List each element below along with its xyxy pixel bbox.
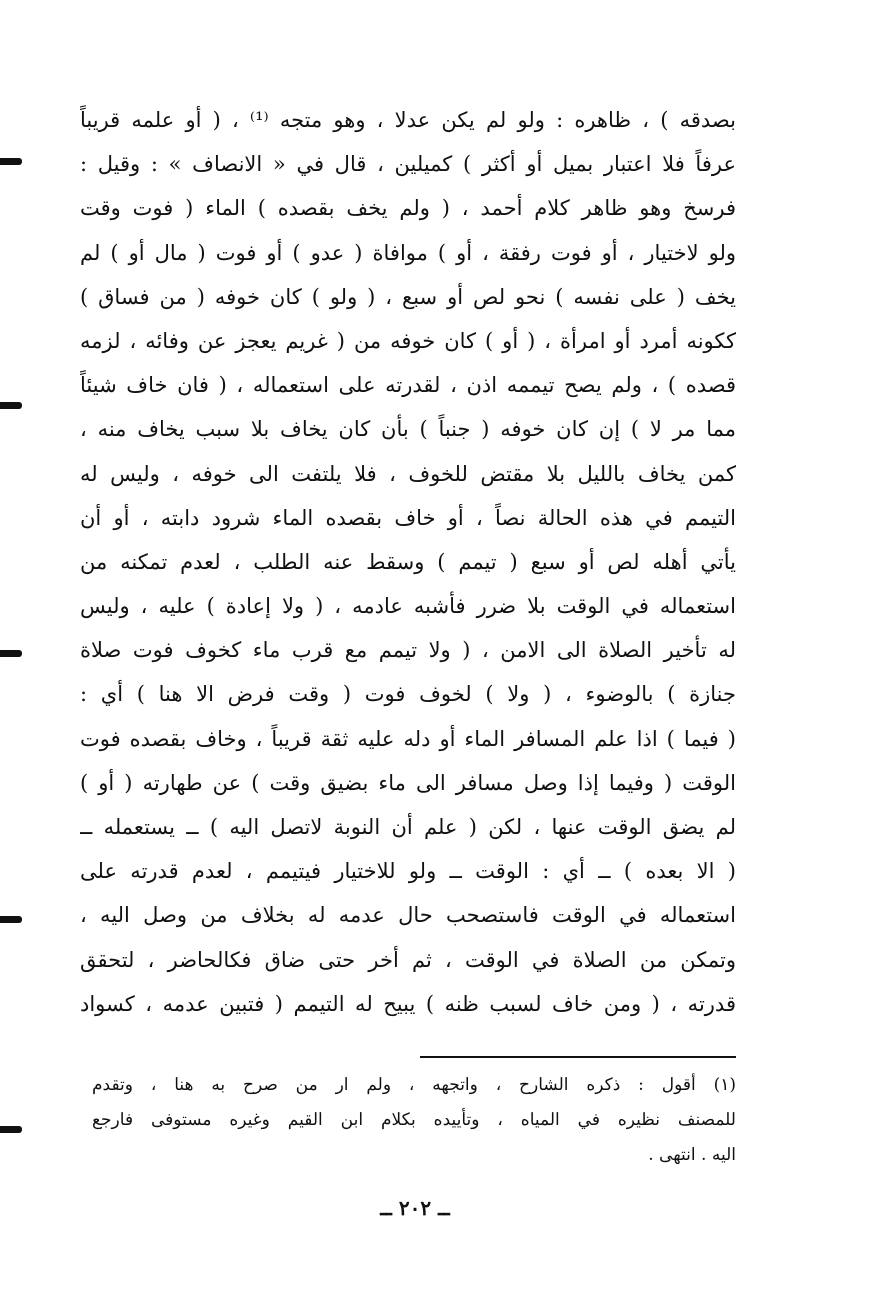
footnote-separator <box>420 1056 736 1058</box>
footnote-line: للمصنف نظيره في المياه ، وتأييده بكلام ابن القيم وغيره مستوفى فارجع <box>92 1110 736 1130</box>
text-line: له تأخير الصلاة الى الامن ، ( ولا تيمم مع قرب ماء كخوف فوت صلاة <box>80 638 736 663</box>
text-line: ككونه أمرد أو امرأة ، ( أو ) كان خوفه من ( غريم يعجز عن وفائه ، لزمه <box>80 328 736 353</box>
text-line: استعماله في الوقت بلا ضرر فأشبه عادمه ، ( ولا إعادة ) عليه ، وليس <box>80 594 736 619</box>
text-line: التيمم في هذه الحالة نصاً ، أو خاف بقصده الماء شرود دابته ، أو أن <box>80 505 736 530</box>
main-text-block <box>80 98 736 1026</box>
text-line: بصدقه ) ، ظاهره : ولو لم يكن عدلا ، وهو متجه ⁽¹⁾ ، ( أو علمه قريباً <box>80 108 736 132</box>
text-line: استعماله في الوقت فاستصحب حال عدمه له بخلاف من وصل اليه ، <box>80 903 736 928</box>
text-line: قصده ) ، ولم يصح تيممه اذن ، لقدرته على استعماله ، ( فان خاف شيئاً <box>80 373 736 398</box>
margin-tab-mark <box>0 916 22 923</box>
text-line: ( الا بعده ) ــ أي : الوقت ــ ولو للاختيار فيتيمم ، لعدم قدرته على <box>80 859 736 884</box>
page-number: ــ ٢٠٢ ــ <box>380 1196 450 1220</box>
margin-tab-mark <box>0 402 22 409</box>
margin-tab-mark <box>0 650 22 657</box>
text-line: فرسخ وهو ظاهر كلام أحمد ، ( ولم يخف بقصده ) الماء ( فوت وقت <box>80 196 736 221</box>
text-line: ( فيما ) اذا علم المسافر الماء أو دله عليه ثقة قريباً ، وخاف بقصده فوت <box>80 726 736 751</box>
text-line: جنازة ) بالوضوء ، ( ولا ) لخوف فوت ( وقت فرض الا هنا ) أي : <box>80 682 736 707</box>
footnote-line: اليه . انتهى . <box>648 1145 736 1165</box>
text-line: يأتي أهله لص أو سبع ( تيمم ) وسقط عنه الطلب ، لعدم تمكنه من <box>80 549 736 574</box>
text-line: كمن يخاف بالليل بلا مقتض للخوف ، فلا يلتفت الى خوفه ، وليس له <box>80 461 736 486</box>
margin-tab-mark <box>0 1126 22 1133</box>
text-line: مما مر لا ) إن كان خوفه ( جنباً ) بأن كان يخاف بلا سبب يخاف منه ، <box>80 417 736 442</box>
text-line: عرفاً فلا اعتبار بميل أو أكثر ) كميلين ، قال في « الانصاف » : وقيل : <box>80 152 736 177</box>
text-line: يخف ( على نفسه ) نحو لص أو سبع ، ( ولو ) كان خوفه ( من فساق ) <box>80 284 736 309</box>
text-line: الوقت ( وفيما إذا وصل مسافر الى ماء بضيق وقت ) عن طهارته ( أو ) <box>80 770 736 795</box>
footnote-block <box>92 1068 736 1173</box>
text-line: قدرته ، ( ومن خاف لسبب ظنه ) يبيح له التيمم ( فتبين عدمه ، كسواد <box>80 991 736 1016</box>
text-line: وتمكن من الصلاة في الوقت ، ثم أخر حتى ضاق فكالحاضر ، لتحقق <box>80 947 736 972</box>
footnote-line: (١) أقول : ذكره الشارح ، واتجهه ، ولم ار من صرح به هنا ، وتقدم <box>92 1075 736 1095</box>
margin-tab-mark <box>0 158 22 165</box>
text-line: ولو لاختيار ، أو فوت رفقة ، أو ) موافاة ( عدو ) أو فوت ( مال أو ) لم <box>80 240 736 265</box>
text-line: لم يضق الوقت عنها ، لكن ( علم أن النوبة لاتصل اليه ) ــ يستعمله ــ <box>80 815 736 839</box>
